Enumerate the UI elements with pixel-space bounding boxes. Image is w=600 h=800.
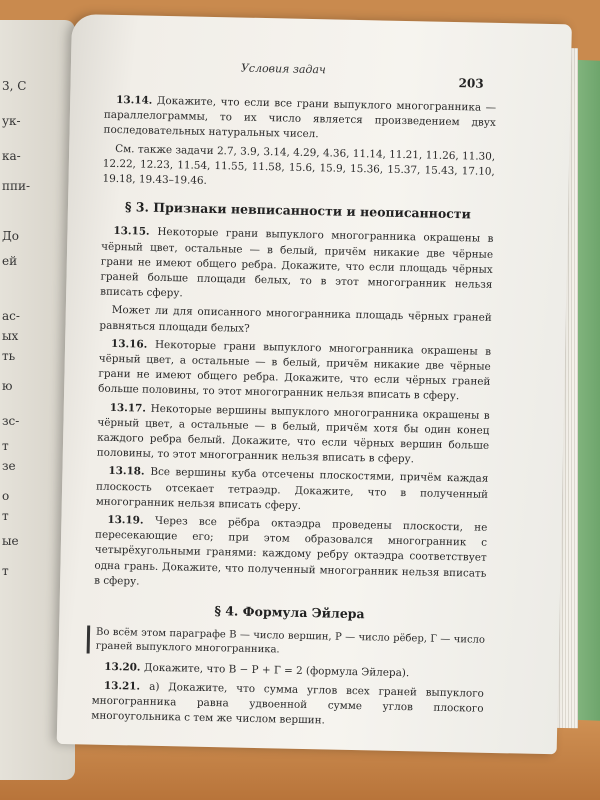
- problem-text: Некоторые грани выпуклого многогранника окрашены в чёрный цвет, остальные — в белый, причём никакие две чёрные грани не имеют общего ребра. Докажите, что если площадь чёрных граней больше площади белых, то в этот многогранник нельзя вписать сферу.: [100, 226, 494, 300]
- left-page-text-fragment: 3, C: [2, 79, 27, 93]
- right-page: [57, 14, 572, 754]
- left-page-text-fragment: ть: [2, 349, 16, 363]
- see-also: См. также задачи 2.7, 3.9, 3.14, 4.29, 4.36, 11.14, 11.21, 11.26, 11.30, 12.22, 12.23, 11.54, 11.55, 11.58, 15.6, 15.9, 15.36, 15.37, 15.43, 17.10, 19.18, 19.43–19.46.: [102, 142, 496, 187]
- section-4-problems: [91, 660, 484, 732]
- left-page-text-fragment: ук-: [2, 114, 21, 128]
- problem-number: 13.16.: [110, 337, 156, 351]
- page-content: [91, 93, 496, 735]
- left-page-text-fragment: ые: [2, 534, 19, 548]
- page-number: 203: [458, 76, 484, 91]
- problem-number: 13.15.: [113, 225, 158, 239]
- problem-number: 13.19.: [107, 513, 156, 527]
- problem-text: Некоторые вершины выпуклого многогранника окрашены в чёрный цвет, а остальные — в белый, причём хотя бы один конец каждого ребра белый. Докажите, что если чёрных вершин больше половины, то этот многогранник нельзя вписать в сферу.: [96, 402, 490, 466]
- left-page-text-fragment: ка-: [2, 149, 21, 163]
- left-page-text-fragment: ас-: [2, 309, 20, 323]
- problem-number: 13.14.: [116, 93, 153, 107]
- problem-text: Докажите, что В − Р + Г = 2 (формула Эйлера).: [143, 661, 410, 680]
- problem: [100, 224, 494, 308]
- running-head: Условия задач: [240, 61, 326, 77]
- left-page-text-fragment: т: [2, 509, 9, 523]
- problem: [94, 513, 488, 597]
- left-page-text-fragment: т: [2, 564, 9, 578]
- problem-number: 13.18.: [108, 465, 151, 479]
- problem-number: 13.20.: [104, 661, 145, 674]
- section-3-title: § 3. Признаки невписанности и неописанности: [124, 199, 472, 222]
- section-4-note: Во всём этом параграфе В — число вершин, Р — число рёбер, Г — число граней выпуклого многогранника.: [87, 626, 485, 662]
- problem: [103, 93, 496, 147]
- left-page-text-fragment: До: [2, 229, 19, 243]
- problem: [99, 303, 492, 342]
- left-page-text-fragment: о: [2, 489, 10, 503]
- problem-text: а) Докажите, что сумма углов всех граней выпуклого многогранника равна удвоенной сумме углов плоского многоугольника с тем же числом вершин.: [91, 680, 484, 727]
- left-page-text-fragment: зс-: [2, 414, 20, 428]
- problem-text: Через все рёбра октаэдра проведены плоскости, не пересекающие его; при этом образовался многогранник с четырёхугольными гранями: каждому ребру октаэдра соответствует одна грань. Докажите, что полученный многогранник нельзя вписать в сферу.: [94, 514, 488, 588]
- problem: [98, 336, 491, 405]
- problem-text: Докажите, что если все грани выпуклого многогранника — параллелограммы, то их число является произведением двух последовательных натуральных чисел.: [103, 94, 497, 141]
- problem-text: Все вершины куба отсечены плоскостями, причём каждая плоскость отсекает тетраэдр. Докажите, что в полученный многогранник нельзя вписать сферу.: [95, 466, 489, 512]
- problem-text: Некоторые грани выпуклого многогранника окрашены в чёрный цвет, а остальные — в белый, причём никакие две чёрные грани не имеют общего ребра. Докажите, что если чёрных граней больше половины, то этот многогранник нельзя вписать в сферу.: [98, 338, 492, 403]
- problem: [97, 400, 490, 469]
- problem: [96, 464, 489, 518]
- section-3-problems: [94, 224, 494, 597]
- left-page-text-fragment: ппи-: [2, 179, 31, 193]
- section-4-title: § 4. Формула Эйлера: [214, 603, 365, 622]
- problem: [91, 678, 484, 732]
- left-page-text-fragment: зе: [2, 459, 16, 473]
- problem-text: Может ли для описанного многогранника площадь чёрных граней равняться площади белых?: [99, 304, 492, 335]
- left-page-text-fragment: ей: [2, 254, 18, 268]
- problem-number: 13.21.: [103, 679, 150, 693]
- left-page-text-fragment: т: [2, 439, 9, 453]
- left-page-text-fragment: ю: [2, 379, 13, 393]
- problem-number: 13.17.: [109, 401, 151, 415]
- left-page-text-fragment: ых: [2, 329, 19, 343]
